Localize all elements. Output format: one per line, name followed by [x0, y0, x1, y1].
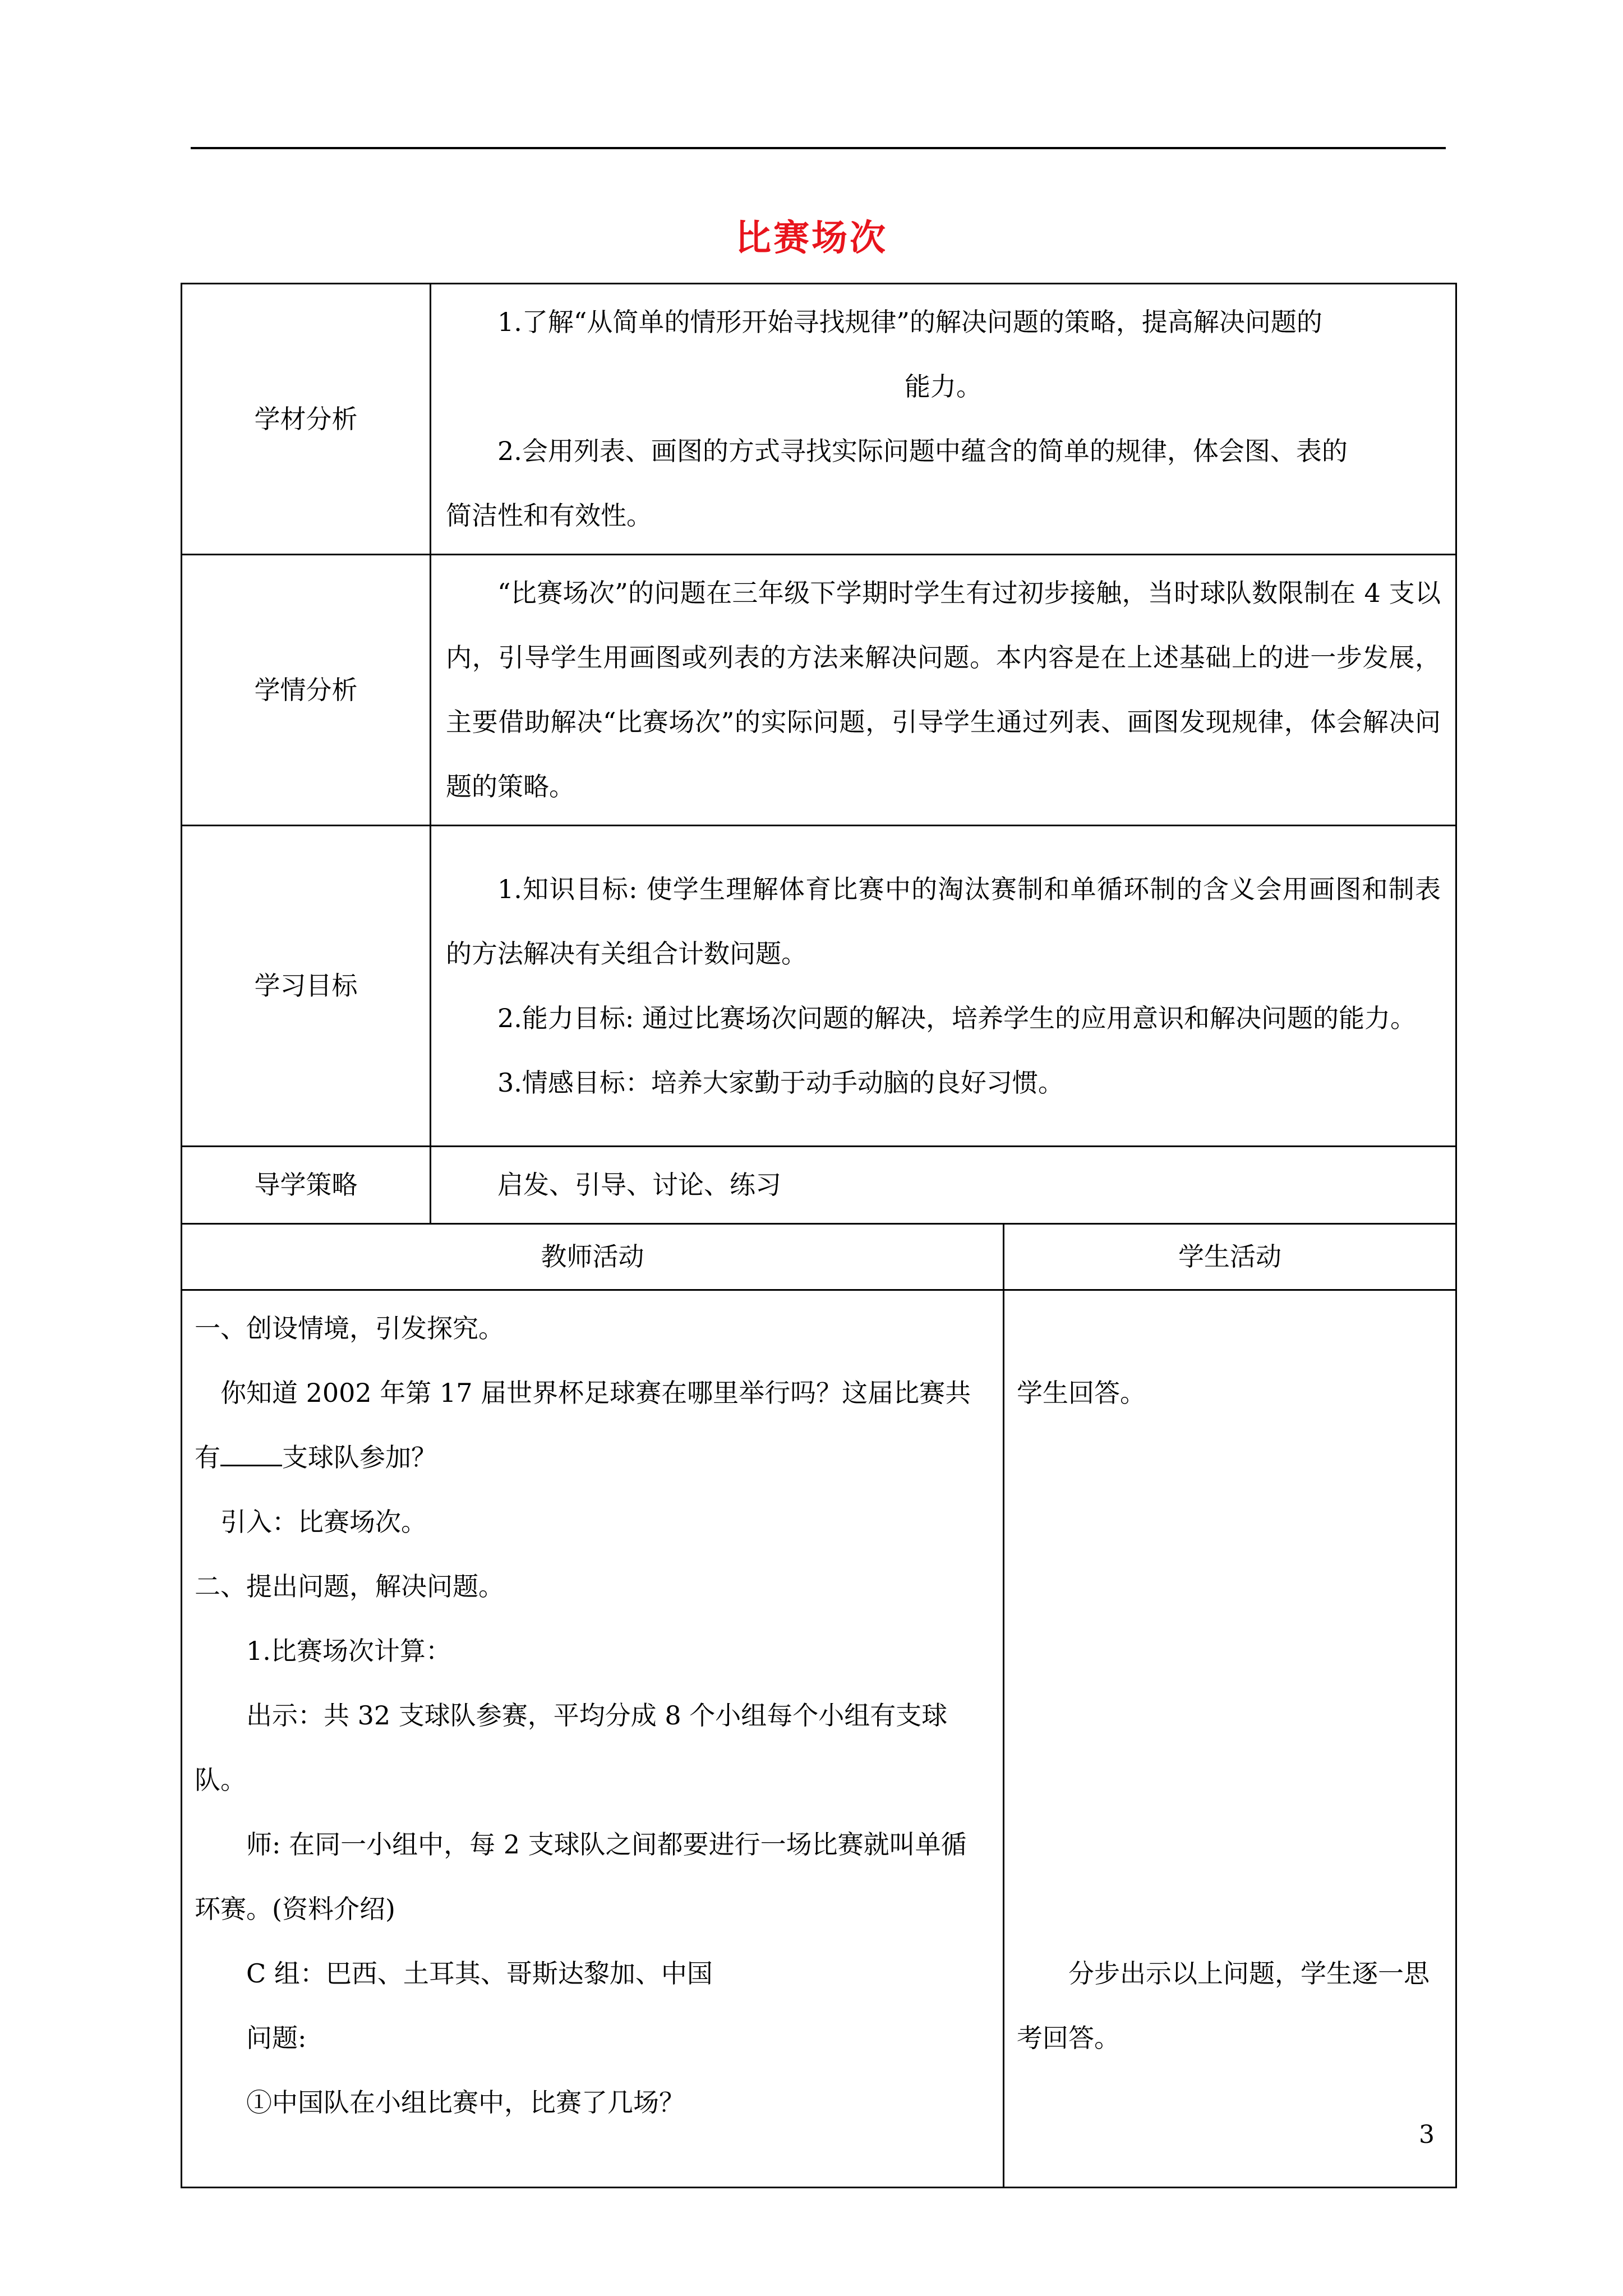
- label-learning-goals: 学习目标: [182, 826, 431, 1147]
- page-title: 比赛场次: [735, 217, 888, 259]
- paragraph: 1.知识目标: 使学生理解体育比赛中的淘汰赛制和单循环制的含义会用画图和制表的方法解决有关组合计数问题。: [446, 873, 1441, 969]
- answer-blank: [220, 1442, 282, 1466]
- teacher-line: 二、提出问题，解决问题。: [195, 1571, 504, 1602]
- teacher-line: 引入：比赛场次。: [220, 1507, 427, 1537]
- student-activity-cell: [1004, 1290, 1456, 2188]
- paragraph: 2.会用列表、画图的方式寻找实际问题中蕴含的简单的规律，体会图、表的: [497, 436, 1348, 466]
- page-number: 3: [1419, 2120, 1435, 2149]
- label-guidance-strategy: 导学策略: [182, 1147, 431, 1224]
- teacher-line: 一、创设情境，引发探究。: [195, 1313, 504, 1343]
- paragraph: “比赛场次”的问题在三年级下学期时学生有过初步接触，当时球队数限制在 4 支以内，引导学生用画图或列表的方法来解决问题。本内容是在上述基础上的进一步发展，主要借助解决“比赛场次”的实际问题，引导学生通过列表、画图发现规律，体会解决问题的策略。: [446, 578, 1441, 802]
- paragraph: 3.情感目标：培养大家勤于动手动脑的良好习惯。: [497, 1067, 1064, 1098]
- header-teacher-activity: 教师活动: [182, 1224, 1004, 1290]
- student-answer: 分步出示以上问题，学生逐一思考回答。: [1017, 1958, 1430, 2053]
- paragraph: 能力。: [905, 371, 982, 402]
- lesson-plan-table: [181, 283, 1457, 2188]
- row-learner-analysis: [182, 555, 1456, 826]
- teacher-line: 1.比赛场次计算：: [246, 1636, 451, 1666]
- teacher-line: C 组：巴西、土耳其、哥斯达黎加、中国: [246, 1958, 713, 1989]
- teacher-text: 支球队参加？: [282, 1442, 437, 1473]
- teacher-line: 师: 在同一小组中，每 2 支球队之间都要进行一场比赛就叫单循环赛。(资料介绍): [195, 1829, 967, 1924]
- teacher-text: 你知道 2002 年第 17 届世界杯足球赛在哪里举行吗？这届比赛共有: [195, 1378, 971, 1473]
- row-activity-headers: [182, 1224, 1456, 1290]
- teacher-line: [195, 1361, 990, 1490]
- student-answer: 学生回答。: [1017, 1378, 1146, 1408]
- label-material-analysis: 学材分析: [182, 284, 431, 555]
- paragraph: 2.能力目标: 通过比赛场次问题的解决，培养学生的应用意识和解决问题的能力。: [497, 1002, 1417, 1033]
- teacher-activity-cell: [182, 1290, 1004, 2188]
- paragraph: 简洁性和有效性。: [446, 500, 652, 531]
- header-student-activity: 学生活动: [1004, 1224, 1456, 1290]
- teacher-line: ①中国队在小组比赛中，比赛了几场？: [246, 2087, 685, 2118]
- teacher-line: 出示：共 32 支球队参赛，平均分成 8 个小组每个小组有支球队。: [195, 1700, 948, 1795]
- content-guidance-strategy: [431, 1147, 1456, 1224]
- row-activities: [182, 1290, 1456, 2188]
- row-material-analysis: [182, 284, 1456, 555]
- content-learning-goals: [431, 826, 1456, 1147]
- teacher-line: 问题:: [246, 2023, 307, 2053]
- content-learner-analysis: [431, 555, 1456, 826]
- label-learner-analysis: 学情分析: [182, 555, 431, 826]
- content-material-analysis: [431, 284, 1456, 555]
- row-guidance-strategy: [182, 1147, 1456, 1224]
- header-rule: [191, 147, 1446, 149]
- paragraph: 启发、引导、讨论、练习: [497, 1170, 781, 1200]
- row-learning-goals: [182, 826, 1456, 1147]
- paragraph: 1.了解“从简单的情形开始寻找规律”的解决问题的策略，提高解决问题的: [497, 307, 1322, 337]
